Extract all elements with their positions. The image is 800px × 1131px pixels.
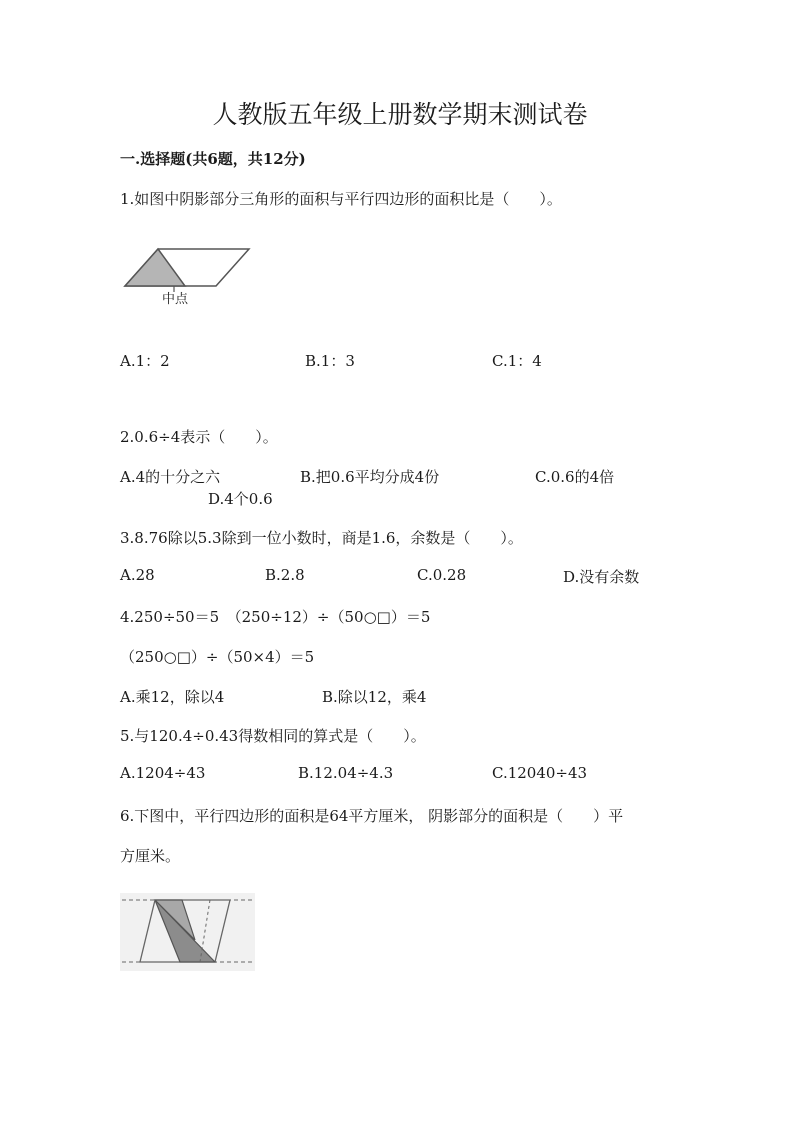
q4-option-b: B.除以12，乘4: [322, 688, 427, 706]
q3-option-c: C.0.28: [417, 566, 467, 584]
q2-option-b: B.把0.6平均分成4份: [300, 468, 440, 486]
page-title: 人教版五年级上册数学期末测试卷: [212, 100, 588, 129]
q1-option-a: A.1：2: [120, 352, 170, 370]
question-4-line-1: 4.250÷50＝5 （250÷12）÷（50○□）＝5: [120, 608, 431, 626]
question-5-text: 5.与120.4÷0.43得数相同的算式是（ ）。: [120, 727, 426, 745]
q1-option-c: C.1：4: [492, 352, 542, 370]
q3-option-d: D.没有余数: [563, 568, 640, 586]
question-2-text: 2.0.6÷4表示（ ）。: [120, 428, 278, 446]
q2-option-d: D.4个0.6: [208, 490, 273, 508]
section-heading: 一.选择题(共6题，共12分): [120, 150, 306, 168]
question-4-line-2: （250○□）÷（50×4）＝5: [120, 648, 315, 666]
q1-option-b: B.1：3: [305, 352, 355, 370]
q2-option-c: C.0.6的4倍: [535, 468, 615, 486]
question-6-line-2: 方厘米。: [120, 847, 181, 865]
q2-option-a: A.4的十分之六: [120, 468, 221, 486]
question-3-text: 3.8.76除以5.3除到一位小数时，商是1.6，余数是（ ）。: [120, 529, 523, 547]
shaded-triangle: [125, 249, 185, 286]
q4-option-a: A.乘12，除以4: [120, 688, 225, 706]
midpoint-label: 中点: [161, 292, 189, 307]
q5-option-a: A.1204÷43: [120, 764, 206, 782]
q3-option-b: B.2.8: [265, 566, 305, 584]
question-6-figure: [120, 893, 255, 971]
question-1-text: 1.如图中阴影部分三角形的面积与平行四边形的面积比是（ ）。: [120, 190, 562, 208]
q5-option-b: B.12.04÷4.3: [298, 764, 394, 782]
question-1-figure: [118, 240, 258, 310]
q3-option-a: A.28: [120, 566, 155, 584]
q5-option-c: C.12040÷43: [492, 764, 588, 782]
question-6-line-1: 6.下图中，平行四边形的面积是64平方厘米， 阴影部分的面积是（ ）平: [120, 807, 624, 825]
